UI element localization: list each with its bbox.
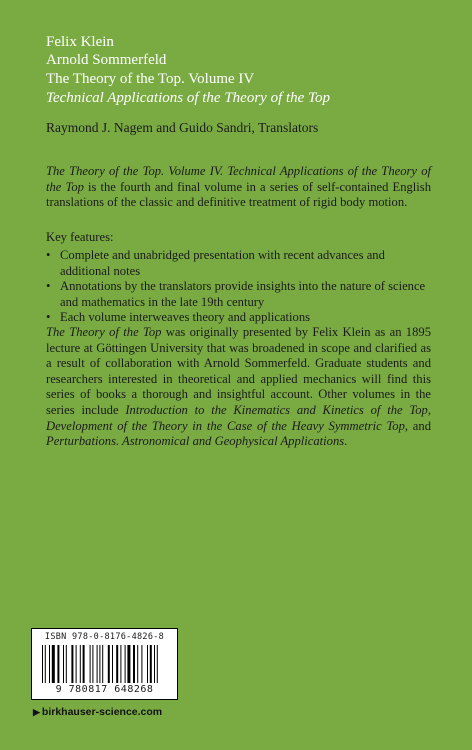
barcode-bar (116, 645, 118, 683)
translators-line: Raymond J. Nagem and Guido Sandri, Translators (46, 120, 319, 135)
history-italic-lead: The Theory of the Top (46, 325, 162, 339)
barcode-bar (157, 645, 158, 683)
barcode-bar (97, 645, 98, 683)
barcode-bar (76, 645, 77, 683)
barcode-bar (92, 645, 93, 683)
barcode-bar (90, 645, 91, 683)
barcode-bar (66, 645, 67, 683)
feature-text: Each volume interweaves theory and applications (60, 310, 311, 325)
feature-item (46, 279, 431, 310)
volume-3-title: Perturbations. Astronomical and Geophysical Applications (46, 434, 345, 449)
barcode-bar (57, 645, 59, 683)
barcode-bar (108, 645, 110, 683)
barcode-bar (127, 645, 130, 683)
bullet-icon: • (46, 248, 51, 262)
separator: , (427, 402, 431, 417)
volume-1-title: Introduction to the Kinematics and Kinetics of the Top (125, 402, 428, 417)
key-features-label: Key features: (46, 230, 114, 244)
feature-item (46, 248, 431, 279)
history-paragraph (46, 325, 431, 450)
book-subtitle: Technical Applications of the Theory of the Top (46, 90, 331, 106)
barcode-bar (102, 645, 103, 683)
history-text: was originally presented by Felix Klein as an 1895 lecture at Göttingen University that was broadened in scope and clarified as a result of collaboration with Arnold Sommerfeld. Graduate students and researchers interested in theoretical and applied mechanics will find this series of books a thorough and insightful account. Other volumes in the series include (46, 325, 431, 417)
intro-italic-lead: The Theory of the Top. Volume IV. Technical Applications of the Theory of the Top (46, 164, 431, 194)
barcode-bar (150, 645, 152, 683)
barcode-icon (42, 645, 167, 683)
barcode-bar (141, 645, 142, 683)
barcode-bar (42, 645, 43, 683)
barcode-bar (133, 645, 135, 683)
bullet-icon: • (46, 279, 51, 294)
barcode-bar (52, 645, 55, 683)
barcode-bar (154, 645, 155, 683)
barcode-bar (83, 645, 85, 683)
volume-2-title: Development of the Theory in the Case of the Heavy Symmetric Top (46, 418, 405, 433)
barcode-bar (112, 645, 113, 683)
intro-rest: is the fourth and final volume in a series of self-contained English translations of the classic and definitive treatment of rigid body motion. (46, 179, 431, 210)
barcode-block (31, 628, 178, 700)
barcode-bar (80, 645, 81, 683)
barcode-bar (99, 645, 100, 683)
barcode-bar (147, 645, 148, 683)
isbn-label: ISBN 978-0-8176-4826-8 (44, 632, 165, 642)
author-1: Felix Klein (46, 34, 114, 50)
feature-text: Annotations by the translators provide insights into the nature of science and mathematics in the late 19th century (60, 279, 426, 309)
barcode-bar (63, 645, 64, 683)
barcode-bar (49, 645, 50, 683)
feature-text: Complete and unabridged presentation with recent advances and additional notes (60, 248, 385, 278)
period: . (344, 434, 348, 449)
barcode-bar (137, 645, 138, 683)
barcode-bar (125, 645, 126, 683)
separator: , and (404, 418, 431, 433)
author-2: Arnold Sommerfeld (46, 52, 167, 68)
bullet-icon: • (46, 310, 51, 325)
website-text: birkhauser-science.com (41, 706, 163, 718)
ean-digits: 9 780817 648268 (55, 684, 154, 695)
book-title: The Theory of the Top. Volume IV (46, 71, 255, 87)
website-link[interactable] (33, 706, 162, 718)
intro-paragraph (46, 164, 431, 211)
key-features-list (46, 248, 431, 326)
feature-item (46, 310, 431, 326)
arrow-right-icon: ▶ (33, 707, 40, 717)
barcode-bar (120, 645, 121, 683)
barcode-bar (71, 645, 73, 683)
barcode-bar (45, 645, 46, 683)
